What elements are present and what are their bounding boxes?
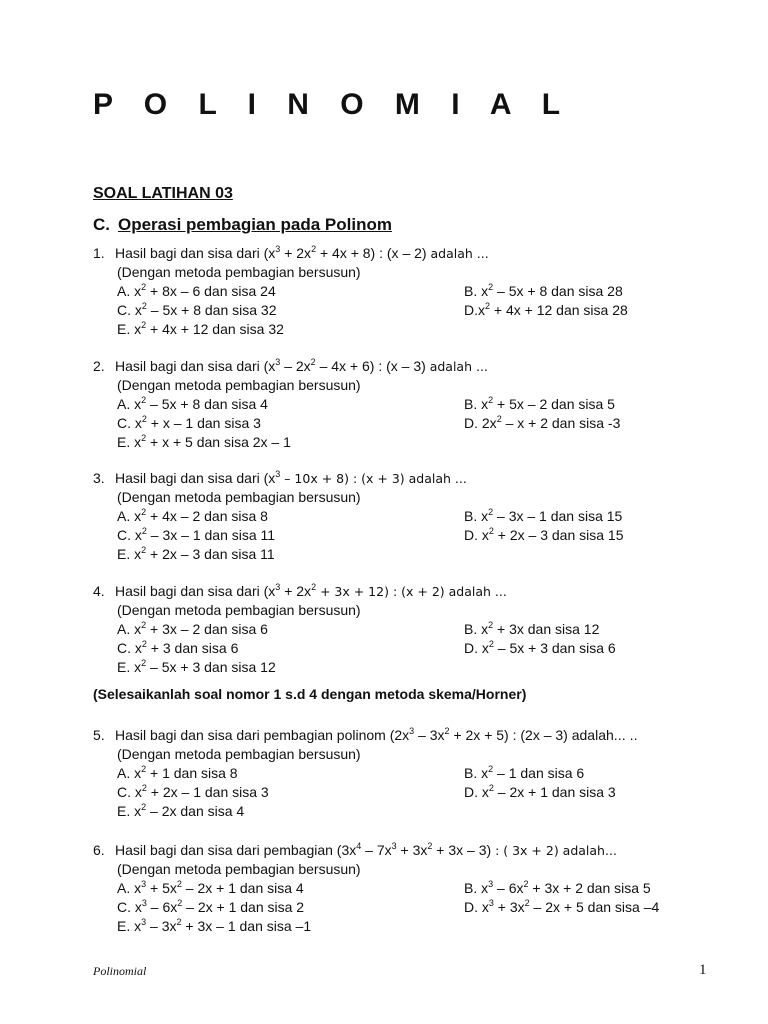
page-number: 1 bbox=[699, 962, 707, 978]
subsection-heading bbox=[93, 215, 392, 235]
option-d: D. $x^2 + 2x - 3$ dan sisa 15 bbox=[464, 526, 624, 543]
option-a: A. $x^2 + 4x - 2$ dan sisa 8 bbox=[117, 507, 268, 524]
option-e: E. $x^2 - 2x$ dan sisa 4 bbox=[117, 802, 245, 819]
question-number: 5. bbox=[93, 727, 105, 743]
option-d: $D.x^2 + 4x + 12$ dan sisa 28 bbox=[464, 301, 628, 318]
option-e: E. $x^2 + 2x - 3$ dan sisa 11 bbox=[117, 545, 275, 562]
option-b: B. $x^2 - 5x + 8$ dan sisa 28 bbox=[464, 282, 623, 299]
question-4 bbox=[0, 582, 768, 677]
option-d: D. $x^2 - 2x + 1$ dan sisa 3 bbox=[464, 783, 616, 800]
option-b: B. $x^3 - 6x^2 + 3x + 2$ dan sisa 5 bbox=[464, 879, 651, 896]
option-c: C. $x^2 + x - 1$ dan sisa 3 bbox=[117, 414, 261, 431]
option-e: E. $x^3 - 3x^2 + 3x - 1$ dan sisa –1 bbox=[117, 917, 312, 934]
option-e: E. $x^2 + x + 5$ dan sisa 2x – 1 bbox=[117, 433, 291, 450]
question-number: 2. bbox=[93, 358, 105, 374]
section-heading: SOAL LATIHAN 03 bbox=[93, 185, 233, 202]
option-a: A. $x^2 - 5x + 8$ dan sisa 4 bbox=[117, 395, 268, 412]
question-stem bbox=[93, 582, 507, 601]
option-d: D. $x^2 - 5x + 3$ dan sisa 6 bbox=[464, 639, 616, 656]
option-c: C. $x^3 - 6x^2 - 2x + 1$ dan sisa 2 bbox=[117, 898, 305, 915]
question-1 bbox=[0, 244, 768, 339]
option-c: C. $x^2 - 3x - 1$ dan sisa 11 bbox=[117, 526, 276, 543]
option-d: D. $2x^2 - x + 2$ dan sisa -3 bbox=[464, 414, 621, 431]
question-text: Hasil bagi dan sisa dari pembagian $(3x^4 - 7x^3 + 3x^2 + 3x - 3)$ : ( 3x + 2) adalah... bbox=[115, 841, 617, 858]
option-b: B. $x^2 - 1$ dan sisa 6 bbox=[464, 764, 585, 781]
option-b: B. $x^2 + 5x - 2$ dan sisa 5 bbox=[464, 395, 615, 412]
method-instruction: (Dengan metoda pembagian bersusun) bbox=[117, 746, 361, 762]
question-text: Hasil bagi dan sisa dari $(x^3 - 10x + 8)$ : (x + 3) adalah ... bbox=[115, 469, 467, 486]
question-number: 4. bbox=[93, 583, 105, 599]
question-3 bbox=[0, 469, 768, 564]
question-stem bbox=[93, 357, 488, 376]
question-stem bbox=[93, 244, 489, 263]
question-6 bbox=[0, 841, 768, 936]
question-text: Hasil bagi dan sisa dari pembagian polinom $(2x^3 - 3x^2 + 2x + 5)$ : (2x – 3) adalah... .. bbox=[115, 726, 638, 743]
question-number: 6. bbox=[93, 842, 105, 858]
method-instruction: (Dengan metoda pembagian bersusun) bbox=[117, 264, 361, 280]
question-2 bbox=[0, 357, 768, 452]
option-a: A. $x^3 + 5x^2 - 2x + 1$ dan sisa 4 bbox=[117, 879, 304, 896]
subsection-title: Operasi pembagian pada Polinom bbox=[118, 215, 392, 234]
option-a: A. $x^2 + 3x - 2$ dan sisa 6 bbox=[117, 620, 268, 637]
question-stem bbox=[93, 726, 638, 745]
option-e: E. $x^2 - 5x + 3$ dan sisa 12 bbox=[117, 658, 276, 675]
option-c: C. $x^2 + 2x - 1$ dan sisa 3 bbox=[117, 783, 269, 800]
question-stem bbox=[93, 469, 467, 488]
method-instruction: (Dengan metoda pembagian bersusun) bbox=[117, 861, 361, 877]
method-instruction: (Dengan metoda pembagian bersusun) bbox=[117, 489, 361, 505]
subsection-letter: C. bbox=[93, 215, 110, 234]
document-title: P O L I N O M I A L bbox=[93, 88, 572, 121]
method-instruction: (Dengan metoda pembagian bersusun) bbox=[117, 602, 361, 618]
method-instruction: (Dengan metoda pembagian bersusun) bbox=[117, 377, 361, 393]
option-b: B. $x^2 - 3x - 1$ dan sisa 15 bbox=[464, 507, 623, 524]
footer-running-title: Polinomial bbox=[93, 964, 147, 978]
question-text: Hasil bagi dan sisa dari $(x^3 + 2x^2 + 4x + 8)$ : (x – 2) adalah ... bbox=[115, 244, 489, 261]
horner-instruction: (Selesaikanlah soal nomor 1 s.d 4 dengan metoda skema/Horner) bbox=[93, 686, 527, 702]
question-stem bbox=[93, 841, 617, 860]
option-d: D. $x^3 + 3x^2 - 2x + 5$ dan sisa –4 bbox=[464, 898, 660, 915]
option-e: E. $x^2 + 4x + 12$ dan sisa 32 bbox=[117, 320, 284, 337]
option-a: A. $x^2 + 8x - 6$ dan sisa 24 bbox=[117, 282, 276, 299]
option-c: C. $x^2 - 5x + 8$ dan sisa 32 bbox=[117, 301, 277, 318]
question-number: 1. bbox=[93, 245, 105, 261]
question-text: Hasil bagi dan sisa dari $(x^3 + 2x^2 + 3x + 12)$ : (x + 2) adalah ... bbox=[115, 582, 507, 599]
option-a: A. $x^2 + 1$ dan sisa 8 bbox=[117, 764, 238, 781]
question-number: 3. bbox=[93, 470, 105, 486]
option-c: C. $x^2 + 3$ dan sisa 6 bbox=[117, 639, 239, 656]
option-b: B. $x^2 + 3x$ dan sisa 12 bbox=[464, 620, 600, 637]
question-text: Hasil bagi dan sisa dari $(x^3 - 2x^2 - 4x + 6)$ : (x – 3) adalah ... bbox=[115, 357, 488, 374]
question-5 bbox=[0, 726, 768, 821]
